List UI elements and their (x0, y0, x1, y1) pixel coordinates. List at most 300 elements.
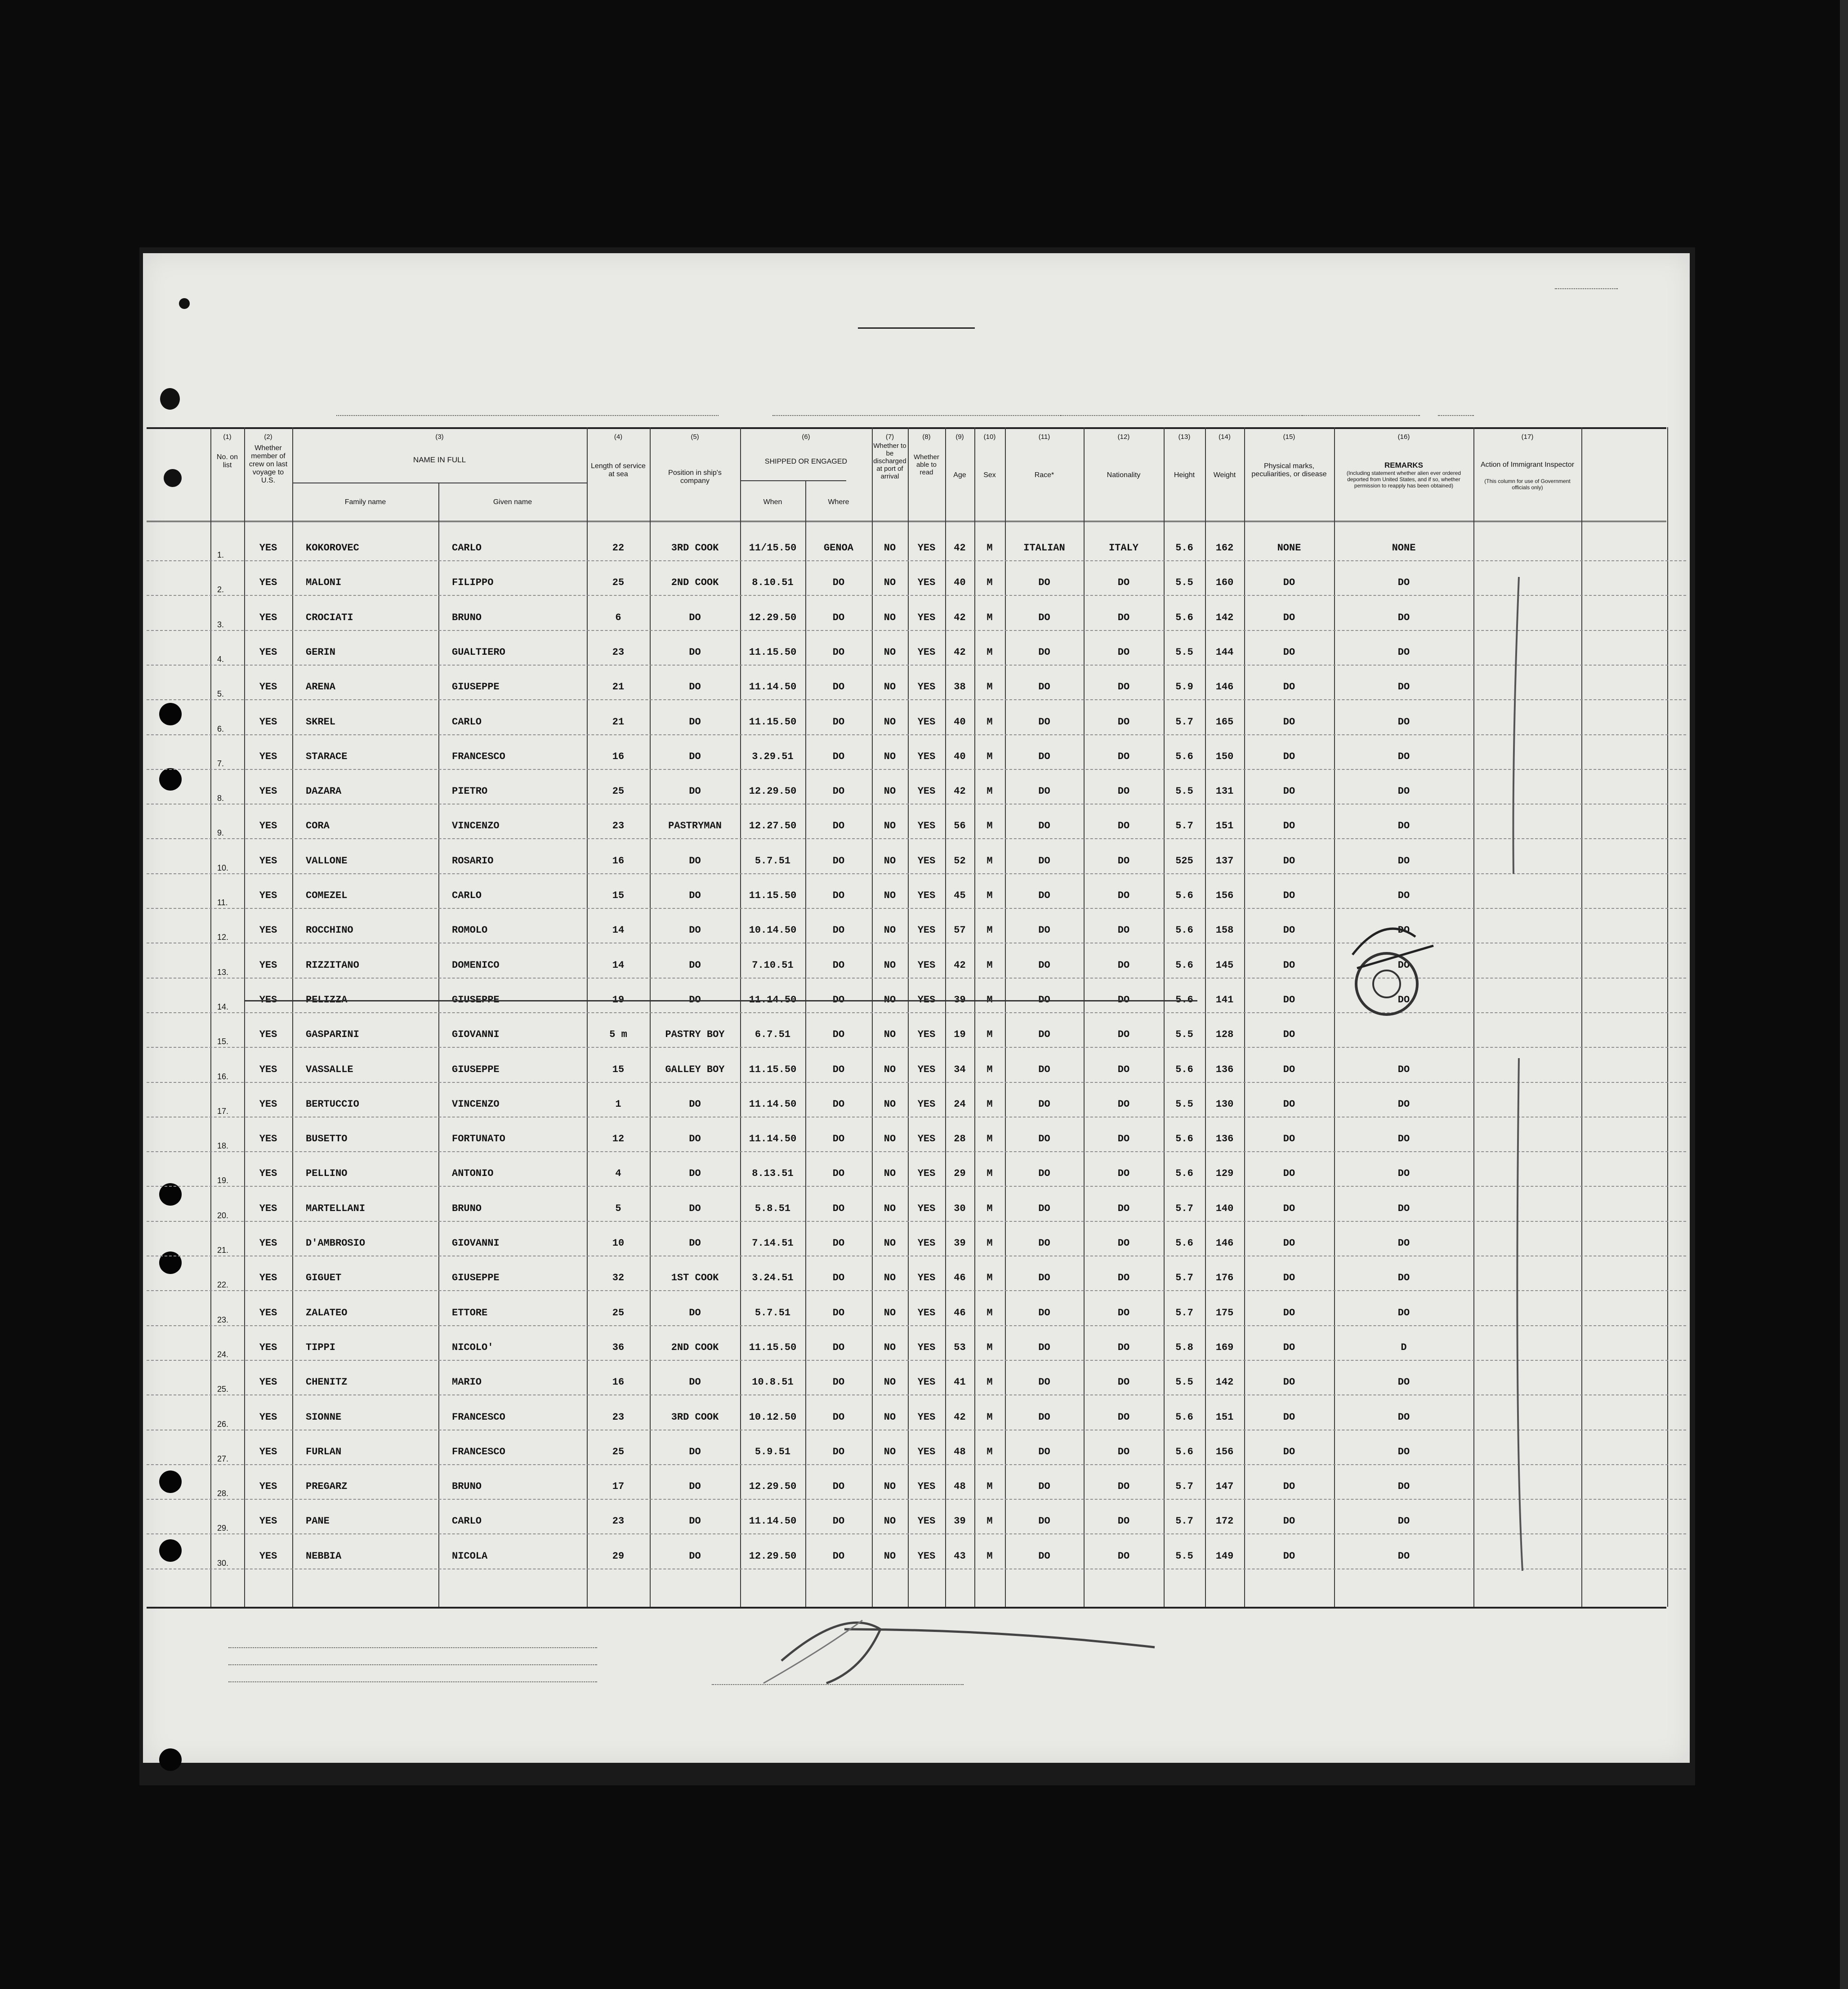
cell-remarks: DO (1397, 925, 1410, 936)
cell-service: 14 (612, 925, 625, 936)
cell-read: YES (917, 1029, 936, 1041)
cell-when: 8.10.51 (752, 577, 794, 589)
cell-weight: 156 (1215, 890, 1234, 901)
cell-where: DO (832, 1411, 845, 1423)
cell-family: CORA (306, 820, 330, 832)
row-number: 22. (217, 1280, 229, 1290)
row-number: 14. (217, 1002, 229, 1011)
cell-where: DO (832, 646, 845, 658)
cell-family: FURLAN (306, 1446, 342, 1457)
cell-family: COMEZEL (306, 890, 348, 901)
col17-header: Action of Immigrant Inspector (1480, 461, 1575, 469)
col4-header: Length of service at sea (591, 462, 646, 478)
cell-read: YES (917, 716, 936, 728)
cell-discharge: NO (884, 1307, 896, 1319)
row-number: 23. (217, 1315, 229, 1324)
cell-given: DOMENICO (452, 959, 500, 971)
cell-height: 5.7 (1175, 1307, 1193, 1319)
cell-race: DO (1038, 1411, 1050, 1423)
cell-family: MALONI (306, 577, 342, 589)
cell-family: VALLONE (306, 855, 348, 867)
cell-sex: M (986, 1481, 993, 1493)
cell-weight: 128 (1215, 1029, 1234, 1041)
cell-race: DO (1038, 1446, 1050, 1457)
cell-race: DO (1038, 716, 1050, 728)
cell-position: DO (689, 1377, 701, 1388)
cell-given: FRANCESCO (452, 751, 505, 762)
cell-family: STARACE (306, 751, 348, 762)
remarks-ditto-pencil-line (1517, 1058, 1522, 1571)
cell-marks: DO (1283, 1064, 1295, 1075)
cell-weight: 145 (1215, 959, 1234, 971)
cell-remarks: DO (1397, 1133, 1410, 1145)
cell-weight: 142 (1215, 612, 1234, 623)
cell-marks: DO (1283, 890, 1295, 901)
cell-where: DO (832, 751, 845, 762)
cell-nationality: DO (1117, 959, 1130, 971)
cell-age: 39 (954, 1238, 966, 1249)
col7-number: (7) (885, 433, 894, 441)
cell-read: YES (917, 855, 936, 867)
cell-family: TIPPI (306, 1341, 336, 1353)
row-number: 3. (217, 620, 224, 629)
cell-crew: YES (259, 1377, 277, 1388)
cell-sex: M (986, 1238, 993, 1249)
cell-nationality: DO (1117, 925, 1130, 936)
cell-when: 11.14.50 (749, 1133, 797, 1145)
cell-race: DO (1038, 925, 1050, 936)
col12-header: Nationality (1107, 471, 1141, 479)
cell-discharge: NO (884, 716, 896, 728)
cell-nationality: DO (1117, 820, 1130, 832)
cell-height: 525 (1175, 855, 1193, 867)
cell-weight: 131 (1215, 786, 1234, 797)
cell-position: DO (689, 1550, 701, 1562)
cell-position: DO (689, 1446, 701, 1457)
cell-weight: 156 (1215, 1446, 1234, 1457)
cell-height: 5.7 (1175, 716, 1193, 728)
cell-service: 14 (612, 959, 625, 971)
col11-number: (11) (1038, 433, 1050, 441)
cell-given: BRUNO (452, 612, 482, 623)
col4-number: (4) (614, 433, 623, 441)
cell-crew: YES (259, 1515, 277, 1527)
cell-age: 41 (954, 1377, 966, 1388)
cell-sex: M (986, 1168, 993, 1180)
cell-sex: M (986, 1064, 993, 1075)
cell-service: 25 (612, 1307, 625, 1319)
cell-service: 29 (612, 1550, 625, 1562)
cell-race: DO (1038, 820, 1050, 832)
cell-height: 5.7 (1175, 1481, 1193, 1493)
cell-discharge: NO (884, 959, 896, 971)
cell-when: 10.12.50 (749, 1411, 797, 1423)
cell-height: 5.6 (1175, 751, 1193, 762)
cell-family: CROCIATI (306, 612, 353, 623)
col3b-header: Given name (493, 498, 532, 506)
row-number: 2. (217, 585, 224, 594)
cell-nationality: DO (1117, 681, 1130, 693)
cell-height: 5.7 (1175, 820, 1193, 832)
cell-discharge: NO (884, 1133, 896, 1145)
cell-when: 5.8.51 (754, 1202, 791, 1214)
cell-where: DO (832, 1098, 845, 1110)
cell-discharge: NO (884, 751, 896, 762)
cell-sex: M (986, 925, 993, 936)
cell-remarks: NONE (1392, 542, 1416, 554)
row-number: 18. (217, 1141, 229, 1151)
cell-age: 46 (954, 1272, 966, 1284)
cell-marks: DO (1283, 1515, 1295, 1527)
cell-discharge: NO (884, 577, 896, 589)
cell-weight: 141 (1215, 994, 1234, 1006)
cell-race: DO (1038, 1202, 1050, 1214)
cell-position: 3RD COOK (671, 542, 719, 554)
cell-read: YES (917, 612, 936, 623)
cell-height: 5.5 (1175, 1029, 1193, 1041)
cell-given: CARLO (452, 890, 482, 901)
cell-nationality: DO (1117, 994, 1130, 1006)
cell-height: 5.6 (1175, 1411, 1193, 1423)
cell-height: 5.7 (1175, 1515, 1193, 1527)
cell-remarks: DO (1397, 1550, 1410, 1562)
cell-discharge: NO (884, 1515, 896, 1527)
cell-discharge: NO (884, 646, 896, 658)
cell-weight: 130 (1215, 1098, 1234, 1110)
cell-when: 11.15.50 (749, 1341, 797, 1353)
cell-age: 19 (954, 1029, 966, 1041)
cell-height: 5.9 (1175, 681, 1193, 693)
cell-weight: 140 (1215, 1202, 1234, 1214)
cell-service: 10 (612, 1238, 625, 1249)
cell-marks: DO (1283, 646, 1295, 658)
cell-family: D'AMBROSIO (306, 1238, 366, 1249)
row-number: 1. (217, 550, 224, 559)
cell-service: 5 (615, 1202, 621, 1214)
cell-given: PIETRO (452, 786, 488, 797)
row-number: 7. (217, 759, 224, 768)
cell-remarks: DO (1397, 1272, 1410, 1284)
cell-read: YES (917, 994, 936, 1006)
row-number: 16. (217, 1072, 229, 1081)
cell-service: 23 (612, 1515, 625, 1527)
cell-read: YES (917, 1341, 936, 1353)
cell-when: 12.29.50 (749, 1550, 797, 1562)
cell-remarks: DO (1397, 1515, 1410, 1527)
cell-race: DO (1038, 890, 1050, 901)
cell-marks: DO (1283, 1168, 1295, 1180)
row-number: 17. (217, 1106, 229, 1116)
cell-crew: YES (259, 994, 277, 1006)
cell-family: PELLINO (306, 1168, 348, 1180)
cell-race: DO (1038, 959, 1050, 971)
cell-race: DO (1038, 1238, 1050, 1249)
cell-marks: DO (1283, 1411, 1295, 1423)
col6a-header: When (763, 498, 782, 506)
cell-service: 4 (615, 1168, 621, 1180)
cell-height: 5.6 (1175, 612, 1193, 623)
row-number: 29. (217, 1524, 229, 1533)
col1-number: (1) (223, 433, 232, 441)
cell-nationality: DO (1117, 1098, 1130, 1110)
agents-underline (228, 1681, 597, 1682)
cell-where: DO (832, 1238, 845, 1249)
row-number: 26. (217, 1419, 229, 1429)
cell-service: 16 (612, 751, 625, 762)
cell-sex: M (986, 1446, 993, 1457)
cell-where: DO (832, 786, 845, 797)
cell-position: DO (689, 681, 701, 693)
cell-when: 12.27.50 (749, 820, 797, 832)
row-number: 6. (217, 724, 224, 733)
cell-position: DO (689, 994, 701, 1006)
cell-race: DO (1038, 1133, 1050, 1145)
cell-age: 42 (954, 786, 966, 797)
cell-nationality: DO (1117, 1272, 1130, 1284)
cell-marks: DO (1283, 1446, 1295, 1457)
cell-crew: YES (259, 681, 277, 693)
cell-when: 11.14.50 (749, 681, 797, 693)
cell-where: DO (832, 681, 845, 693)
cell-where: DO (832, 959, 845, 971)
cell-discharge: NO (884, 1272, 896, 1284)
cell-discharge: NO (884, 681, 896, 693)
cell-weight: 169 (1215, 1341, 1234, 1353)
cell-remarks: DO (1397, 716, 1410, 728)
cell-service: 12 (612, 1133, 625, 1145)
cell-age: 39 (954, 994, 966, 1006)
inspector-seal-stamp (1356, 953, 1417, 1015)
cell-read: YES (917, 1064, 936, 1075)
cell-position: 1ST COOK (671, 1272, 719, 1284)
cell-nationality: DO (1117, 1029, 1130, 1041)
cell-marks: DO (1283, 1377, 1295, 1388)
cell-read: YES (917, 1307, 936, 1319)
cell-sex: M (986, 959, 993, 971)
cell-remarks: D (1401, 1341, 1407, 1353)
cell-family: CHENITZ (306, 1377, 348, 1388)
col7-header: Whether to be discharged at port of arrival (873, 442, 906, 480)
cell-sex: M (986, 994, 993, 1006)
cell-discharge: NO (884, 1202, 896, 1214)
cell-sex: M (986, 577, 993, 589)
cell-remarks: DO (1397, 820, 1410, 832)
cell-when: 5.9.51 (754, 1446, 791, 1457)
cell-weight: 158 (1215, 925, 1234, 936)
cell-position: 3RD COOK (671, 1411, 719, 1423)
cell-position: 2ND COOK (671, 1341, 719, 1353)
cell-read: YES (917, 1550, 936, 1562)
cell-marks: DO (1283, 1272, 1295, 1284)
cell-when: 11/15.50 (749, 542, 797, 554)
cell-nationality: DO (1117, 751, 1130, 762)
cell-weight: 150 (1215, 751, 1234, 762)
cell-discharge: NO (884, 1550, 896, 1562)
cell-given: GUALTIERO (452, 646, 505, 658)
cell-nationality: DO (1117, 1133, 1130, 1145)
cell-discharge: NO (884, 1411, 896, 1423)
col11-header: Race* (1034, 471, 1054, 479)
cell-given: VINCENZO (452, 1098, 500, 1110)
cell-remarks: DO (1397, 855, 1410, 867)
cell-weight: 136 (1215, 1133, 1234, 1145)
cell-remarks: DO (1397, 890, 1410, 901)
cell-service: 22 (612, 542, 625, 554)
cell-crew: YES (259, 786, 277, 797)
cell-service: 16 (612, 1377, 625, 1388)
remarks-ditto-pencil-line (1513, 577, 1519, 874)
cell-age: 48 (954, 1481, 966, 1493)
cell-sex: M (986, 751, 993, 762)
cell-discharge: NO (884, 925, 896, 936)
cell-where: DO (832, 994, 845, 1006)
cell-height: 5.6 (1175, 994, 1193, 1006)
cell-age: 57 (954, 925, 966, 936)
cell-where: DO (832, 1133, 845, 1145)
cell-weight: 146 (1215, 681, 1234, 693)
cell-nationality: ITALY (1108, 542, 1138, 554)
cell-position: DO (689, 1307, 701, 1319)
cell-nationality: DO (1117, 1377, 1130, 1388)
cell-given: CARLO (452, 716, 482, 728)
cell-crew: YES (259, 1202, 277, 1214)
cell-weight: 146 (1215, 1238, 1234, 1249)
cell-crew: YES (259, 1064, 277, 1075)
cell-read: YES (917, 786, 936, 797)
cell-given: GIUSEPPE (452, 1272, 500, 1284)
cell-discharge: NO (884, 1098, 896, 1110)
cell-position: DO (689, 612, 701, 623)
col14-number: (14) (1219, 433, 1231, 441)
cell-read: YES (917, 925, 936, 936)
cell-marks: DO (1283, 959, 1295, 971)
cell-sex: M (986, 1550, 993, 1562)
cell-when: 7.14.51 (752, 1238, 794, 1249)
row-number: 5. (217, 689, 224, 699)
cell-read: YES (917, 1377, 936, 1388)
cell-remarks: DO (1397, 959, 1410, 971)
cell-weight: 165 (1215, 716, 1234, 728)
cell-read: YES (917, 577, 936, 589)
col16-header: REMARKS (1384, 461, 1423, 469)
cell-nationality: DO (1117, 646, 1130, 658)
cell-position: DO (689, 786, 701, 797)
cell-position: DO (689, 1168, 701, 1180)
row-number: 28. (217, 1489, 229, 1498)
cell-given: BRUNO (452, 1481, 482, 1493)
cell-sex: M (986, 1098, 993, 1110)
cell-remarks: DO (1397, 1168, 1410, 1180)
cell-crew: YES (259, 1238, 277, 1249)
cell-race: DO (1038, 994, 1050, 1006)
cell-family: MARTELLANI (306, 1202, 366, 1214)
cell-nationality: DO (1117, 1307, 1130, 1319)
cell-race: DO (1038, 1550, 1050, 1562)
cell-sex: M (986, 542, 993, 554)
cell-height: 5.6 (1175, 1064, 1193, 1075)
cell-given: FORTUNATO (452, 1133, 505, 1145)
col16-number: (16) (1397, 433, 1410, 441)
cell-where: DO (832, 1307, 845, 1319)
cell-where: DO (832, 820, 845, 832)
row-number: 25. (217, 1385, 229, 1394)
cell-read: YES (917, 1238, 936, 1249)
cell-given: VINCENZO (452, 820, 500, 832)
cell-discharge: NO (884, 855, 896, 867)
cell-service: 23 (612, 1411, 625, 1423)
cell-where: DO (832, 1515, 845, 1527)
cell-height: 5.6 (1175, 890, 1193, 901)
cell-age: 45 (954, 890, 966, 901)
col14-header: Weight (1213, 471, 1236, 479)
cell-given: ROMOLO (452, 925, 488, 936)
cell-service: 19 (612, 994, 625, 1006)
cell-height: 5.6 (1175, 1168, 1193, 1180)
cell-race: DO (1038, 1341, 1050, 1353)
cell-position: DO (689, 1202, 701, 1214)
cell-marks: DO (1283, 1341, 1295, 1353)
cell-race: DO (1038, 1064, 1050, 1075)
cell-nationality: DO (1117, 612, 1130, 623)
cell-position: DO (689, 1515, 701, 1527)
cell-remarks: DO (1397, 1098, 1410, 1110)
cell-position: DO (689, 646, 701, 658)
col2-header: Whether member of crew on last voyage to U.S. (249, 444, 288, 484)
cell-when: 3.24.51 (752, 1272, 794, 1284)
cell-service: 21 (612, 716, 625, 728)
cell-race: DO (1038, 751, 1050, 762)
cell-where: DO (832, 716, 845, 728)
cell-where: DO (832, 577, 845, 589)
cell-where: GENOA (823, 542, 853, 554)
cell-service: 36 (612, 1341, 625, 1353)
film-edge-strip (1840, 0, 1848, 1989)
cell-service: 15 (612, 1064, 625, 1075)
cell-discharge: NO (884, 612, 896, 623)
cell-where: DO (832, 1550, 845, 1562)
cell-sex: M (986, 855, 993, 867)
cell-where: DO (832, 1481, 845, 1493)
cell-remarks: DO (1397, 751, 1410, 762)
cell-sex: M (986, 1029, 993, 1041)
cell-age: 43 (954, 1550, 966, 1562)
cell-sex: M (986, 1515, 993, 1527)
cell-age: 56 (954, 820, 966, 832)
row-number: 13. (217, 967, 229, 977)
cell-remarks: DO (1397, 681, 1410, 693)
cell-sex: M (986, 612, 993, 623)
row-number: 4. (217, 654, 224, 664)
cell-crew: YES (259, 646, 277, 658)
cell-family: KOKOROVEC (306, 542, 359, 554)
row-number: 20. (217, 1211, 229, 1220)
cell-given: CARLO (452, 1515, 482, 1527)
cell-nationality: DO (1117, 890, 1130, 901)
cell-sex: M (986, 1411, 993, 1423)
cell-read: YES (917, 1098, 936, 1110)
cell-read: YES (917, 1481, 936, 1493)
cell-position: DO (689, 751, 701, 762)
col6-number: (6) (802, 433, 810, 441)
col16-subheader: (Including statement whether alien ever ordered deported from United States, and if so, whether permission to reapply has been obtained) (1346, 470, 1461, 489)
cell-race: ITALIAN (1023, 542, 1065, 554)
cell-marks: DO (1283, 1481, 1295, 1493)
cell-nationality: DO (1117, 716, 1130, 728)
cell-read: YES (917, 542, 936, 554)
col3-number: (3) (435, 433, 444, 441)
cell-crew: YES (259, 1446, 277, 1457)
cell-given: MARIO (452, 1377, 482, 1388)
